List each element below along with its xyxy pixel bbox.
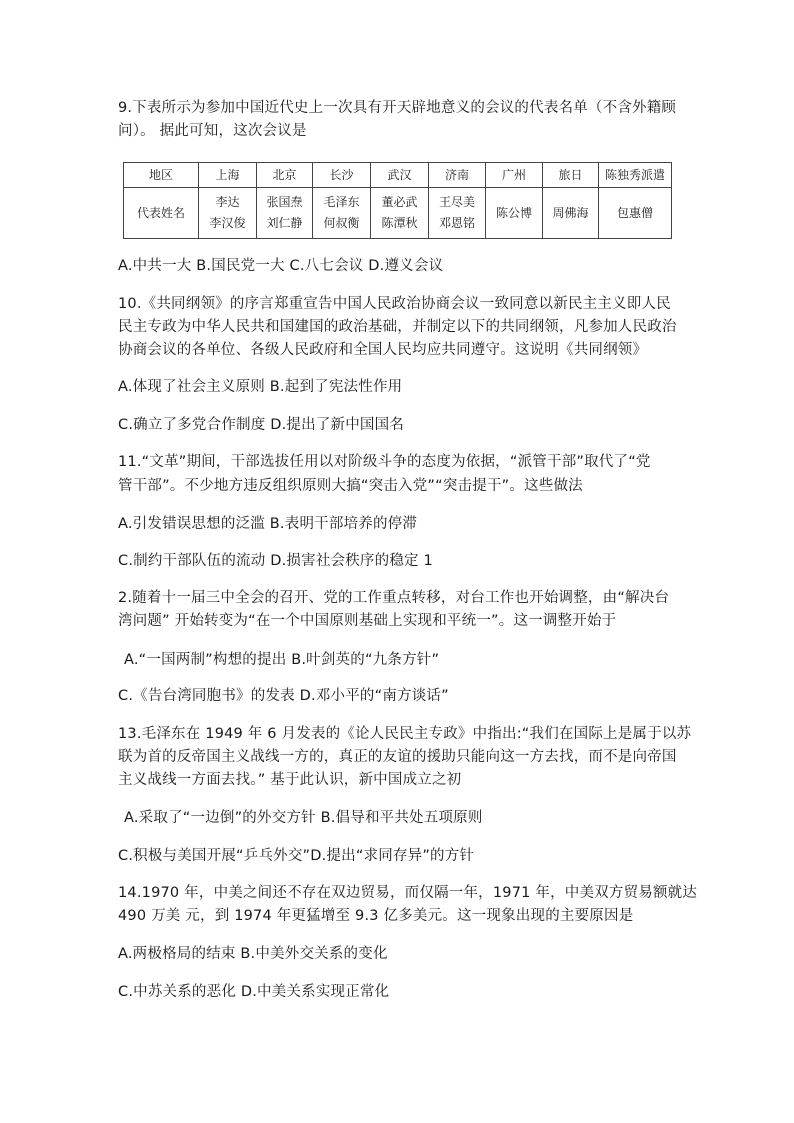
delegate-name: 毛泽东 [323, 195, 360, 209]
table-cell [599, 188, 672, 239]
q10-options-cd: C.确立了多党合作制度 D.提出了新中国国名 [118, 417, 405, 433]
table-cell [313, 188, 371, 239]
table-header-row [124, 163, 672, 188]
q10-stem-line3: 协商会议的各单位、各级人民政府和全国人民均应共同遵守。这说明《共同纲领》 [118, 342, 648, 358]
q14-options-ab: A.两极格局的结束 B.中美外交关系的变化 [118, 946, 388, 962]
table-cell [543, 188, 599, 239]
header-cell: 济南 [429, 163, 486, 188]
delegate-name: 李达 [215, 195, 240, 209]
q10-stem-line1: 10.《共同纲领》的序言郑重宣告中国人民政治协商会议一致同意以新民主主义即人民 [118, 296, 671, 312]
q12-options-cd: C.《告台湾同胞书》的发表 D.邓小平的“南方谈话” [118, 688, 449, 704]
delegate-name: 陈公博 [495, 205, 532, 220]
delegate-name: 张国焘 [266, 195, 303, 209]
q13-stem-line2: 联为首的反帝国主义战线一方的，真正的友谊的援助只能向这一方去找，而不是向帝国 [118, 749, 677, 765]
q12-stem-line1: 2.随着十一届三中全会的召开、党的工作重点转移，对台工作也开始调整，由“解决台 [118, 590, 670, 606]
delegate-name: 邓恩铭 [438, 216, 475, 230]
q14-stem-line1: 14.1970 年，中美之间还不存在双边贸易，而仅隔一年，1971 年，中美双方贸易额就达 [118, 885, 698, 901]
q11-stem-line2: 管干部”。不少地方违反组织原则大搞“突击入党”“突击提干”。这些做法 [118, 478, 583, 494]
q9-options: A.中共一大 B.国民党一大 C.八七会议 D.遵义会议 [118, 258, 444, 274]
table-cell [486, 188, 543, 239]
q11-stem-line1: 11.“文革”期间，干部选拔任用以对阶级斗争的态度为依据，“派管干部”取代了“党 [118, 454, 651, 470]
table-cell [371, 188, 429, 239]
delegate-table [123, 162, 672, 239]
delegate-name: 王尽美 [438, 195, 475, 209]
q13-options-cd: C.积极与美国开展“乒乓外交”D.提出“求同存异”的方针 [118, 848, 475, 864]
table-cell [199, 188, 257, 239]
q13-stem-line1: 13.毛泽东在 1949 年 6 月发表的《论人民民主专政》中指出:“我们在国际上是属于以苏 [118, 726, 692, 742]
q9-stem-line1: 9.下表所示为参加中国近代史上一次具有开天辟地意义的会议的代表名单（不含外籍顾 [118, 100, 677, 116]
q12-stem-line2: 湾问题” 开始转变为“在一个中国原则基础上实现和平统一”。这一调整开始于 [118, 613, 617, 629]
q11-options-ab: A.引发错误思想的泛滥 B.表明干部培养的停滞 [118, 516, 418, 532]
q12-options-ab: A.“一国两制”构想的提出 B.叶剑英的“九条方针” [124, 652, 440, 668]
q11-options-cd: C.制约干部队伍的流动 D.损害社会秩序的稳定 1 [118, 553, 433, 569]
q14-options-cd: C.中苏关系的恶化 D.中美关系实现正常化 [118, 984, 390, 1000]
delegate-name: 陈潭秋 [381, 216, 418, 230]
header-cell: 陈独秀派遣 [599, 163, 672, 188]
q13-options-ab: A.采取了“一边倒”的外交方针 B.倡导和平共处五项原则 [124, 810, 483, 826]
row-label-cell: 代表姓名 [124, 188, 199, 239]
table-cell [257, 188, 313, 239]
delegate-name: 周佛海 [552, 205, 589, 220]
table-row [124, 188, 672, 239]
delegate-name: 何叔衡 [323, 216, 360, 230]
q9-stem-line2: 问）。 据此可知，这次会议是 [118, 123, 307, 139]
header-cell: 旅日 [543, 163, 599, 188]
header-cell: 地区 [124, 163, 199, 188]
table-cell [429, 188, 486, 239]
delegate-name: 李汉俊 [209, 216, 246, 230]
q13-stem-line3: 主义战线一方面去找。” 基于此认识，新中国成立之初 [118, 772, 462, 788]
delegate-name: 包惠僧 [616, 205, 653, 220]
header-cell: 北京 [257, 163, 313, 188]
delegate-name: 刘仁静 [266, 216, 303, 230]
q14-stem-line2: 490 万美 元，到 1974 年更猛增至 9.3 亿多美元。这一现象出现的主要原因是 [118, 908, 634, 924]
header-cell: 长沙 [313, 163, 371, 188]
header-cell: 上海 [199, 163, 257, 188]
q10-stem-line2: 民主专政为中华人民共和国建国的政治基础，并制定以下的共同纲领，凡参加人民政治 [118, 319, 677, 335]
delegate-name: 董必武 [381, 195, 418, 209]
header-cell: 广州 [486, 163, 543, 188]
header-cell: 武汉 [371, 163, 429, 188]
q10-options-ab: A.体现了社会主义原则 B.起到了宪法性作用 [118, 379, 403, 395]
